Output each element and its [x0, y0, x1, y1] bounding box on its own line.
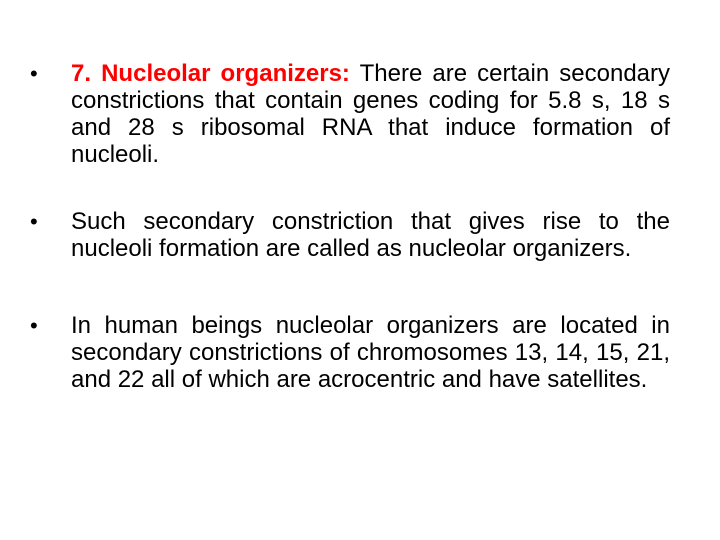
bullet-icon: • [30, 61, 38, 86]
bullet-icon: • [30, 209, 38, 234]
bullet-item-secondary-constriction [30, 208, 670, 262]
bullet-icon: • [30, 313, 38, 338]
bullet-item-human-chromosomes [30, 312, 670, 393]
highlighted-heading: 7. Nucleolar organizers: [71, 60, 350, 87]
bullet-item-nucleolar-organizers [30, 60, 670, 168]
bullet-text: Such secondary constriction that gives rise to the nucleoli formation are called as nucleolar organizers. [71, 208, 670, 262]
bullet-text: There are certain secondary constrictions that contain genes coding for 5.8 s, 18 s and 28 s ribosomal RNA that induce formation of nucleoli. [71, 60, 671, 168]
bullet-text: In human beings nucleolar organizers are located in secondary constrictions of chromosomes 13, 14, 15, 21, and 22 all of which are acrocentric and have satellites. [71, 312, 670, 393]
bullet-list [30, 60, 670, 393]
